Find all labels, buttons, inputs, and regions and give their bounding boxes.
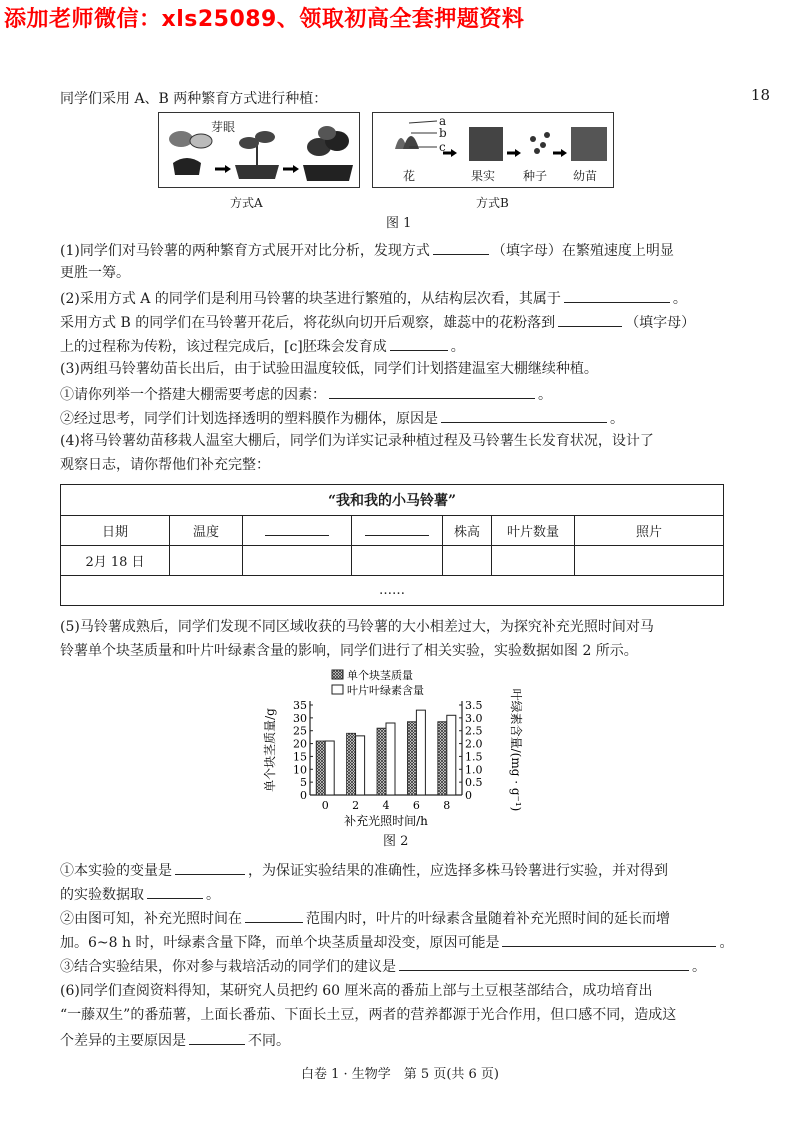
legend-swatch-chlorophyll	[332, 685, 343, 694]
right-tick-label: 3.0	[465, 711, 483, 725]
q5-line1: (5)马铃薯成熟后，同学们发现不同区域收获的马铃薯的大小相差过大，为探究补充光照时间对马	[60, 619, 654, 635]
bar-chlorophyll	[356, 736, 365, 795]
table-cell	[170, 546, 243, 576]
q1-line2: 更胜一筹。	[60, 265, 130, 281]
right-tick-label: 0.5	[465, 776, 483, 790]
bar-tuber-mass	[438, 722, 447, 795]
intro-text: 同学们采用 A、B 两种繁育方式进行种植：	[60, 91, 328, 107]
figure1-method-b-box	[372, 112, 614, 188]
right-tick-label: 1.5	[465, 750, 483, 764]
letter-c: c	[439, 140, 446, 154]
x-tick-label: 2	[352, 799, 360, 812]
left-tick-label: 10	[293, 763, 307, 777]
label-flower: 花	[403, 169, 416, 183]
right-axis-title: 叶绿素含量/(mg · g⁻¹)	[509, 688, 523, 812]
right-tick-label: 3.5	[465, 699, 483, 712]
q2-line2: 采用方式 B 的同学们在马铃薯开花后，将花纵向切开后观察，雄蕊中的花粉落到 （填字母）	[60, 310, 740, 334]
label-fruit: 果实	[471, 169, 496, 183]
header-photo: 照片	[575, 516, 724, 546]
x-tick-label: 8	[443, 799, 451, 812]
bar-chlorophyll	[447, 715, 456, 795]
watermark-banner: 添加老师微信：xls25089、领取初高全套押题资料	[4, 7, 525, 32]
q5-sub-line3: ②由图可知，补充光照时间在 范围内时，叶片的叶绿素含量随着补充光照时间的延长而增	[60, 906, 740, 930]
page-footer: 白卷 1 · 生物学 第 5 页(共 6 页)	[300, 1067, 499, 1082]
table-cell	[575, 546, 724, 576]
left-tick-label: 15	[293, 750, 307, 764]
left-tick-label: 20	[293, 737, 307, 751]
q3-line3: ②经过思考，同学们计划选择透明的塑料膜作为棚体，原因是 。	[60, 406, 740, 430]
letter-b: b	[439, 126, 447, 140]
q3-line2: ①请你列举一个搭建大棚需要考虑的因素： 。	[60, 382, 740, 406]
x-axis-title: 补充光照时间/h	[344, 814, 428, 828]
q6-line3: 个差异的主要原因是 不同。	[60, 1028, 740, 1052]
q5-sub-line2: 的实验数据取 。	[60, 882, 740, 906]
observation-log-table	[60, 484, 724, 606]
header-date: 日期	[61, 516, 170, 546]
x-tick-label: 0	[321, 799, 329, 812]
letter-a: a	[439, 114, 447, 128]
figure1-caption: 图 1	[386, 216, 412, 231]
legend-label-chlorophyll: 叶片叶绿素含量	[347, 684, 424, 697]
right-tick-label: 2.5	[465, 724, 483, 738]
method-a-label: 方式A	[230, 196, 263, 210]
header-height: 株高	[443, 516, 492, 546]
left-tick-label: 5	[300, 776, 307, 790]
page-number: 18	[750, 86, 770, 104]
q1-line1: (1)同学们对马铃薯的两种繁育方式展开对比分析，发现方式 （填字母）在繁殖速度上明显	[60, 238, 740, 262]
label-seed: 种子	[523, 169, 548, 183]
table-row	[61, 546, 724, 576]
figure2-bar-chart	[250, 665, 550, 835]
q5-sub-line4: 加。6~8 h 时，叶绿素含量下降，而单个块茎质量却没变，原因可能是 。	[60, 930, 740, 954]
left-tick-label: 0	[300, 789, 307, 802]
table-cell	[443, 546, 492, 576]
q4-line1: (4)将马铃薯幼苗移栽人温室大棚后，同学们为详实记录种植过程及马铃薯生长发育状况，设计了	[60, 433, 654, 449]
legend-label-tuber: 单个块茎质量	[347, 669, 413, 682]
header-temperature: 温度	[170, 516, 243, 546]
label-seedling: 幼苗	[573, 169, 598, 183]
q5-sub-line1: ①本实验的变量是 ，为保证实验结果的准确性，应选择多株马铃薯进行实验，并对得到	[60, 858, 740, 882]
figure1-method-a-box	[158, 112, 360, 188]
q6-line1: (6)同学们查阅资料得知，某研究人员把约 60 厘米高的番茄上部与土豆根茎部结合，成功培育出	[60, 983, 653, 999]
q3-line1: (3)两组马铃薯幼苗长出后，由于试验田温度较低，同学们计划搭建温室大棚继续种植。	[60, 361, 598, 377]
right-tick-label: 0	[465, 789, 472, 802]
bar-chlorophyll	[325, 741, 334, 795]
bar-tuber-mass	[407, 722, 416, 795]
table-cell	[492, 546, 575, 576]
q5-line2: 铃薯单个块茎质量和叶片叶绿素含量的影响，同学们进行了相关实验，实验数据如图 2 所示。	[60, 643, 638, 659]
bar-chlorophyll	[386, 723, 395, 795]
header-leaf-count: 叶片数量	[492, 516, 575, 546]
left-axis-title: 单个块茎质量/g	[263, 708, 277, 792]
right-tick-label: 2.0	[465, 737, 483, 751]
bar-tuber-mass	[377, 728, 386, 795]
header-blank-1	[243, 516, 352, 546]
q5-sub-line5: ③结合实验结果，你对参与栽培活动的同学们的建议是 。	[60, 954, 740, 978]
method-a-illustration	[159, 113, 359, 187]
bud-label: 芽眼	[211, 120, 236, 134]
table-title: “我和我的小马铃薯”	[61, 485, 724, 516]
bar-tuber-mass	[347, 733, 356, 795]
table-cell	[243, 546, 352, 576]
table-cell	[352, 546, 443, 576]
x-tick-label: 4	[382, 799, 390, 812]
header-blank-2	[352, 516, 443, 546]
bar-chlorophyll	[416, 710, 425, 795]
legend-swatch-tuber	[332, 670, 343, 679]
left-tick-label: 25	[293, 724, 307, 738]
q2-line1: (2)采用方式 A 的同学们是利用马铃薯的块茎进行繁殖的，从结构层次看，其属于 。	[60, 286, 740, 310]
left-tick-label: 30	[293, 711, 307, 725]
q2-line3: 上的过程称为传粉，该过程完成后，[c]胚珠会发育成 。	[60, 334, 740, 358]
figure2-caption: 图 2	[383, 834, 409, 849]
bar-tuber-mass	[316, 741, 325, 795]
row-date: 2月 18 日	[61, 546, 170, 576]
method-b-label: 方式B	[476, 196, 509, 210]
right-tick-label: 1.0	[465, 763, 483, 777]
table-header-row	[61, 516, 724, 546]
q6-line2: “一藤双生”的番茄薯，上面长番茄、下面长土豆，两者的营养都源于光合作用，但口感不同，造成这	[60, 1007, 677, 1023]
q4-line2: 观察日志，请你帮他们补充完整：	[60, 457, 270, 473]
table-ellipsis: ……	[61, 576, 724, 606]
x-tick-label: 6	[412, 799, 420, 812]
left-tick-label: 35	[293, 699, 307, 712]
